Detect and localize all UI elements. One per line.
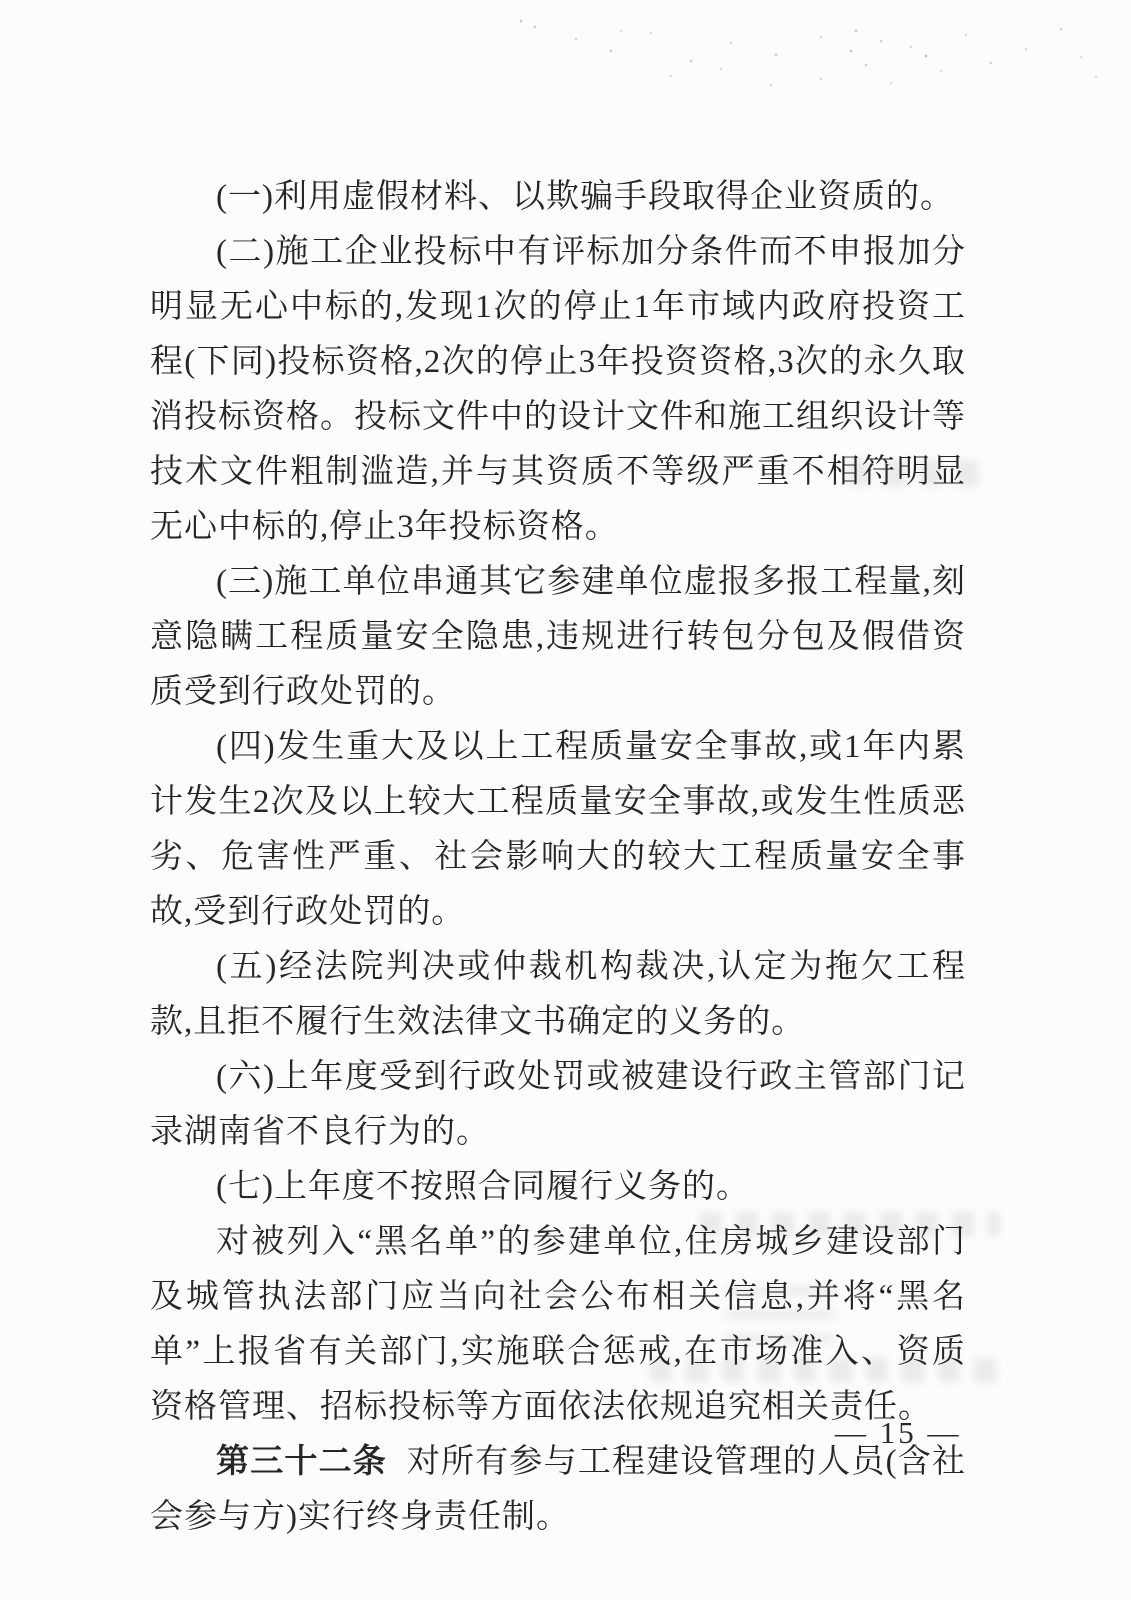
article-number: 第三十二条	[216, 1444, 388, 1480]
document-body	[150, 170, 966, 1545]
page-number: — 15 —	[835, 1415, 962, 1450]
paragraph: (一)利用虚假材料、以欺骗手段取得企业资质的。	[216, 179, 954, 215]
paragraph: (三)施工单位串通其它参建单位虚报多报工程量,刻意隐瞒工程质量安全隐患,违规进行转包分包及假借资质受到行政处罚的。	[150, 564, 966, 710]
paragraph: (五)经法院判决或仲裁机构裁决,认定为拖欠工程款,且拒不履行生效法律文书确定的义务的。	[150, 949, 966, 1040]
article-text: 对所有参与工程建设管理的人员(含社会参与方)实行终身责任制。	[150, 1444, 967, 1535]
scan-noise-speckles	[520, 20, 522, 22]
paragraph: (六)上年度受到行政处罚或被建设行政主管部门记录湖南省不良行为的。	[150, 1059, 966, 1150]
paragraph: (七)上年度不按照合同履行义务的。	[216, 1169, 750, 1205]
paragraph: 对被列入“黑名单”的参建单位,住房城乡建设部门及城管执法部门应当向社会公布相关信息,并将“黑名单”上报省有关部门,实施联合惩戒,在市场准入、资质资格管理、招标投标等方面依法依规追究相关责任。	[150, 1224, 966, 1425]
paragraph: (二)施工企业投标中有评标加分条件而不申报加分明显无心中标的,发现1次的停止1年市域内政府投资工程(下同)投标资格,2次的停止3年投资资格,3次的永久取消投标资格。投标文件中的设计文件和施工组织设计等技术文件粗制滥造,并与其资质不等级严重不相符明显无心中标的,停止3年投标资格。	[150, 234, 966, 545]
paragraph	[150, 1435, 966, 1545]
paragraph: (四)发生重大及以上工程质量安全事故,或1年内累计发生2次及以上较大工程质量安全事故,或发生性质恶劣、危害性严重、社会影响大的较大工程质量安全事故,受到行政处罚的。	[150, 729, 966, 930]
